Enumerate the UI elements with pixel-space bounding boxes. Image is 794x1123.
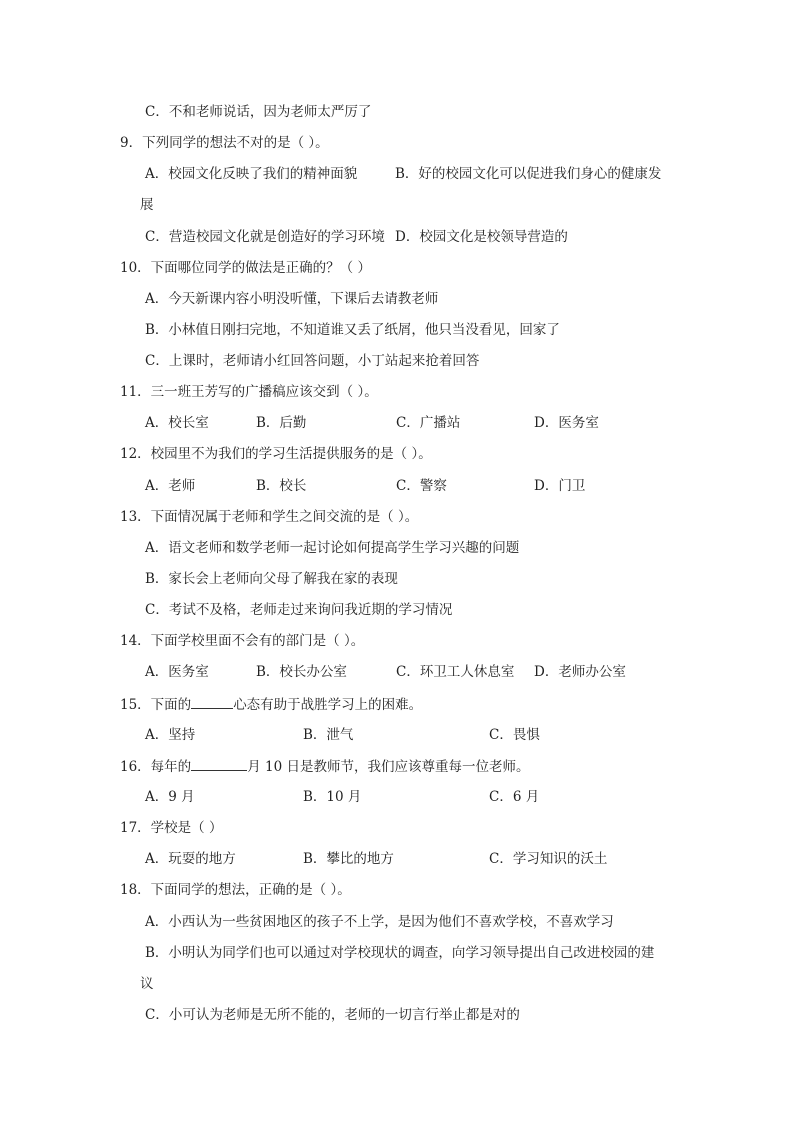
question-14: 14．下面学校里面不会有的部门是（ ）。 — [120, 633, 365, 649]
q18-option-a: A．小西认为一些贫困地区的孩子不上学，是因为他们不喜欢学校，不喜欢学习 — [145, 914, 614, 930]
q14-option-b: B．校长办公室 — [256, 664, 347, 680]
q17-option-a: A．玩耍的地方 — [145, 851, 236, 867]
q12-option-c: C．警察 — [396, 478, 447, 494]
question-18: 18．下面同学的想法，正确的是（ ）。 — [120, 882, 351, 898]
question-13: 13．下面情况属于老师和学生之间交流的是（ ）。 — [120, 509, 419, 525]
question-10: 10．下面哪位同学的做法是正确的？（ ） — [120, 260, 371, 276]
q16-text-before: 16．每年的 — [120, 759, 192, 775]
q9-option-a: A．校园文化反映了我们的精神面貌 — [145, 166, 358, 182]
q12-option-a: A．老师 — [145, 478, 196, 494]
q13-option-c: C．考试不及格，老师走过来询问我近期的学习情况 — [145, 602, 453, 618]
q18-option-c: C．小可认为老师是无所不能的，老师的一切言行举止都是对的 — [145, 1007, 520, 1023]
q9-option-b: B．好的校园文化可以促进我们身心的健康发 — [395, 166, 662, 182]
q15-option-b: B．泄气 — [303, 727, 354, 743]
question-11: 11．三一班王芳写的广播稿应该交到（ ）。 — [120, 384, 378, 400]
q15-text-after: 心态有助于战胜学习上的困难。 — [233, 697, 423, 713]
q11-option-c: C．广播站 — [396, 415, 461, 431]
q17-option-b: B．攀比的地方 — [303, 851, 394, 867]
q16-option-c: C．6 月 — [489, 789, 540, 805]
q16-option-a: A．9 月 — [145, 789, 195, 805]
q10-option-b: B．小林值日刚扫完地，不知道谁又丢了纸屑，他只当没看见，回家了 — [145, 322, 560, 338]
q12-option-d: D．门卫 — [534, 478, 586, 494]
q14-option-c: C．环卫工人休息室 — [396, 664, 515, 680]
q10-option-c: C．上课时，老师请小红回答问题，小丁站起来抢着回答 — [145, 353, 480, 369]
q13-option-b: B．家长会上老师向父母了解我在家的表现 — [145, 571, 398, 587]
q16-blank — [191, 756, 247, 771]
q8-option-c: C．不和老师说话，因为老师太严厉了 — [145, 104, 372, 120]
q16-option-b: B．10 月 — [303, 789, 362, 805]
q15-blank — [191, 694, 233, 709]
q15-option-c: C．畏惧 — [489, 727, 540, 743]
question-12: 12．校园里不为我们的学习生活提供服务的是（ ）。 — [120, 446, 432, 462]
q11-option-a: A．校长室 — [145, 415, 209, 431]
q13-option-a: A．语文老师和数学老师一起讨论如何提高学生学习兴趣的问题 — [145, 540, 520, 556]
q18-option-b-cont: 议 — [140, 976, 154, 992]
q14-option-d: D．老师办公室 — [534, 664, 626, 680]
q11-option-d: D．医务室 — [534, 415, 599, 431]
q9-option-d: D．校园文化是校领导营造的 — [395, 229, 568, 245]
q12-option-b: B．校长 — [256, 478, 307, 494]
q14-option-a: A．医务室 — [145, 664, 209, 680]
question-16 — [120, 756, 529, 777]
q15-option-a: A．坚持 — [145, 727, 196, 743]
q15-text-before: 15．下面的 — [120, 697, 192, 713]
q17-option-c: C．学习知识的沃土 — [489, 851, 608, 867]
q16-text-after: 月 10 日是教师节，我们应该尊重每一位老师。 — [247, 759, 530, 775]
q11-option-b: B．后勤 — [256, 415, 307, 431]
question-9: 9．下列同学的想法不对的是（ ）。 — [120, 135, 329, 151]
q9-option-b-cont: 展 — [140, 197, 154, 213]
q9-option-c: C．营造校园文化就是创造好的学习环境 — [145, 229, 385, 245]
question-15 — [120, 694, 422, 715]
q18-option-b: B．小明认为同学们也可以通过对学校现状的调查，向学习领导提出自己改进校园的建 — [145, 945, 655, 961]
q10-option-a: A．今天新课内容小明没听懂，下课后去请教老师 — [145, 291, 439, 307]
question-17: 17．学校是（ ） — [120, 820, 223, 836]
